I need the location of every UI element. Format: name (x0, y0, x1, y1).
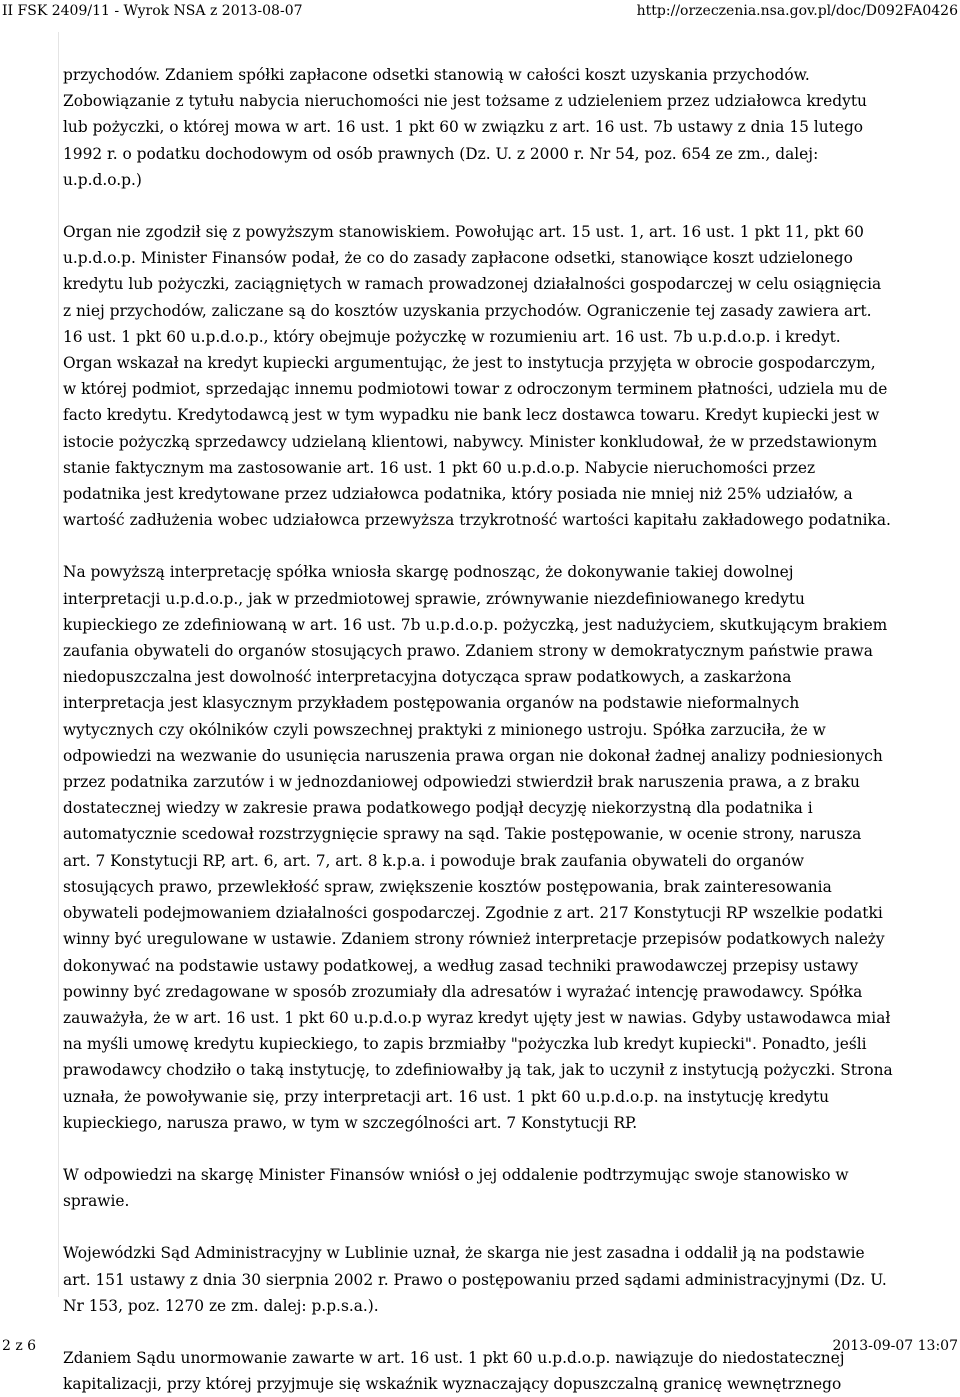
paragraph-5: Wojewódzki Sąd Administracyjny w Lublinie uznał, że skarga nie jest zasadna i oddalił ją na podstawie art. 151 ustawy z dnia 30 sierpnia 2002 r. Prawo o postępowaniu przed sądami administracyjnymi (Dz. U. Nr 153, poz. 1270 ze zm. dalej: p.p.s.a.). (63, 1244, 887, 1315)
margin-divider (58, 32, 59, 1297)
paragraph-6: Zdaniem Sądu unormowanie zawarte w art. 16 ust. 1 pkt 60 u.p.d.o.p. nawiązuje do niedostatecznej kapitalizacji, przy której przyjmuje się wskaźnik wyznaczający dopuszczalną granicę wewnętrznego (63, 1348, 845, 1394)
header-document-title: II FSK 2409/11 - Wyrok NSA z 2013-08-07 (2, 3, 303, 19)
footer-page-number: 2 z 6 (2, 1338, 37, 1354)
paragraph-2: Organ nie zgodził się z powyższym stanowiskiem. Powołując art. 15 ust. 1, art. 16 ust. 1 pkt 11, pkt 60 u.p.d.o.p. Minister Finansów podał, że co do zasady zapłacone odsetki, stanowiące koszt udzielonego kredytu lub pożyczki, zaciągniętych w ramach prowadzonej działalności gospodarczej w celu osiągnięcia z niej przychodów, zaliczane są do kosztów uzyskania przychodów. Ograniczenie tej zasady zawiera art. 16 ust. 1 pkt 60 u.p.d.o.p., który obejmuje pożyczkę w rozumieniu art. 16 ust. 7b u.p.d.o.p. i kredyt. Organ wskazał na kredyt kupiecki argumentując, że jest to instytucja przyjęta w obrocie gospodarczym, w której podmiot, sprzedając innemu podmiotowi towar z odroczonym terminem płatności, udziela mu de facto kredytu. Kredytodawcą jest w tym wypadku nie bank lecz dostawca towaru. Kredyt kupiecki jest w istocie pożyczką sprzedawcy udzielaną klientowi, nabywcy. Minister konkludował, że w przedstawionym stanie faktycznym ma zastosowanie art. 16 ust. 1 pkt 60 u.p.d.o.p. Nabycie nieruchomości przez podatnika jest kredytowane przez udziałowca podatnika, który posiada nie mniej niż 25% udziałów, a wartość zadłużenia wobec udziałowca przewyższa trzykrotność wartości kapitału zakładowego podatnika. (63, 223, 891, 530)
footer-timestamp: 2013-09-07 13:07 (832, 1338, 958, 1354)
paragraph-3: Na powyższą interpretację spółka wniosła skargę podnosząc, że dokonywanie takiej dowolnej interpretacji u.p.d.o.p., jak w przedmiotowej sprawie, zrównywanie niezdefiniowanego kredytu kupieckiego ze zdefiniowaną w art. 16 ust. 7b u.p.d.o.p. pożyczką, jest nadużyciem, skutkującym brakiem zaufania obywateli do organów stosujących prawo. Zdaniem strony w demokratycznym państwie prawa niedopuszczalna jest dowolność interpretacyjna dotycząca spraw podatkowych, a zaskarżona interpretacja jest klasycznym przykładem postępowania organów na podstawie nieformalnych wytycznych czy okólników czyli powszechnej praktyki z minionego ustroju. Spółka zarzuciła, że w odpowiedzi na wezwanie do usunięcia naruszenia prawa organ nie dokonał żadnej analizy podniesionych przez podatnika zarzutów i w jednozdaniowej odpowiedzi stwierdził brak naruszenia prawa, a z braku dostatecznej wiedzy w zakresie prawa podatkowego podjął decyzję niekorzystną dla podatnika i automatycznie scedował rozstrzygnięcie sprawy na sąd. Takie postępowanie, w ocenie strony, narusza art. 7 Konstytucji RP, art. 6, art. 7, art. 8 k.p.a. i powoduje brak zaufania obywateli do organów stosujących prawo, przewlekłość spraw, zwiększenie kosztów postępowania, brak zainteresowania obywateli podejmowaniem działalności gospodarczej. Zgodnie z art. 217 Konstytucji RP wszelkie podatki winny być uregulowane w ustawie. Zdaniem strony również interpretacje przepisów podatkowych należy dokonywać na podstawie ustawy podatkowej, a według zasad techniki prawodawczej przepisy ustawy powinny być zredagowane w sposób zrozumiały dla adresatów i wyrażać intencję prawodawcy. Spółka zauważyła, że w art. 16 ust. 1 pkt 60 u.p.d.o.p wyraz kredyt ujęty jest w nawias. Gdyby ustawodawca miał na myśli umowę kredytu kupieckiego, to zapis brzmiałby "pożyczka lub kredyt kupiecki". Ponadto, jeśli prawodawcy chodziło o taką instytucję, to zdefiniowałby ją tak, jak to uczynił z instytucją pożyczki. Strona uznała, że powoływanie się, przy interpretacji art. 16 ust. 1 pkt 60 u.p.d.o.p. na instytucję kredytu kupieckiego, narusza prawo, w tym w szczególności art. 7 Konstytucji RP. (63, 563, 893, 1132)
header-url: http://orzeczenia.nsa.gov.pl/doc/D092FA0426 (636, 3, 958, 19)
paragraph-4: W odpowiedzi na skargę Minister Finansów wniósł o jej oddalenie podtrzymując swoje stanowisko w sprawie. (63, 1165, 849, 1211)
paragraph-1: przychodów. Zdaniem spółki zapłacone odsetki stanowią w całości koszt uzyskania przychodów. Zobowiązanie z tytułu nabycia nieruchomości nie jest tożsame z udzieleniem przez udziałowca kredytu lub pożyczki, o której mowa w art. 16 ust. 1 pkt 60 w związku z art. 16 ust. 7b ustawy z dnia 15 lutego 1992 r. o podatku dochodowym od osób prawnych (Dz. U. z 2000 r. Nr 54, poz. 654 ze zm., dalej: u.p.d.o.p.) (63, 66, 867, 189)
document-body (63, 62, 893, 1397)
